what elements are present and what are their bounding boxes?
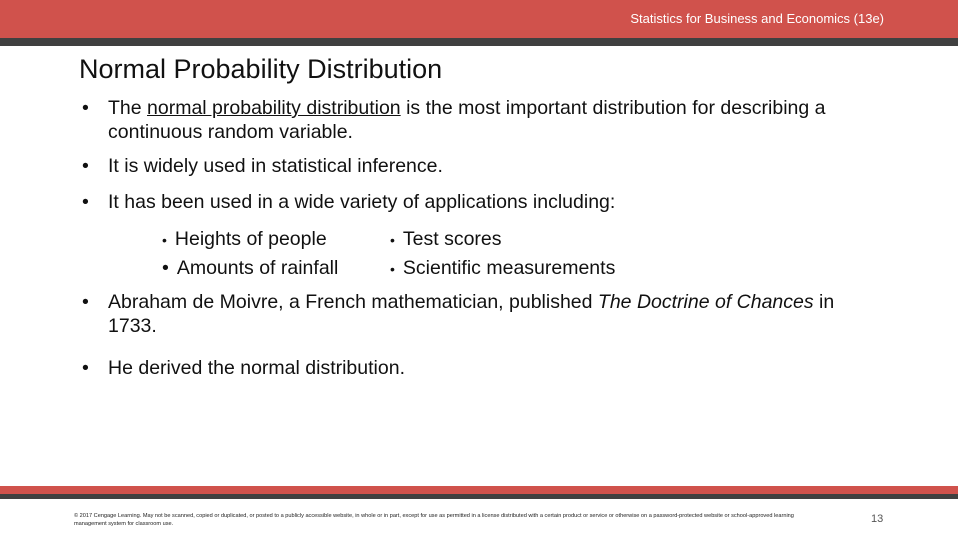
bullet-statistical-inference (82, 154, 842, 178)
bullet-text (108, 96, 842, 144)
bullet-icon: • (162, 232, 167, 248)
bullet-de-moivre (82, 290, 842, 338)
course-title: Statistics for Business and Economics (13e) (630, 11, 884, 26)
bullet-icon: • (82, 155, 89, 177)
bullet-text: He derived the normal distribution. (108, 357, 405, 379)
application-item (162, 227, 327, 252)
application-item (162, 256, 338, 280)
bullet-icon: • (82, 291, 89, 313)
bullet-text-underlined: normal probability distribution (147, 97, 401, 119)
bullet-text-pre: Abraham de Moivre, a French mathematician, published (108, 291, 598, 313)
bullet-text-pre: The (108, 97, 148, 119)
bullet-applications (82, 190, 842, 214)
header-divider (0, 38, 958, 46)
copyright-notice: © 2017 Cengage Learning. May not be scanned, copied or duplicated, or posted to a publicly accessible website, in whole or in part, except for use as permitted in a license distributed with a certain product or service or otherwise on a password-protected website or school-approved learning management system for classroom use. (74, 513, 794, 527)
application-label: Heights of people (174, 228, 327, 250)
footer-divider (0, 494, 958, 499)
bullet-text-post: in 1733. (108, 291, 835, 337)
bullet-derived (82, 356, 842, 380)
application-item (390, 256, 615, 281)
footer-bar (0, 486, 958, 494)
bullet-icon: • (390, 232, 395, 248)
bullet-icon: • (82, 191, 89, 213)
page-number: 13 (871, 513, 884, 525)
book-title: The Doctrine of Chances (597, 291, 814, 313)
header-bar (0, 0, 958, 38)
bullet-normal-distribution (82, 96, 842, 144)
bullet-icon: • (82, 357, 89, 379)
application-label: Test scores (402, 228, 502, 250)
bullet-text: It is widely used in statistical inference. (108, 155, 443, 177)
application-label: Scientific measurements (402, 257, 616, 279)
application-item (390, 227, 502, 252)
bullet-icon: • (390, 261, 395, 277)
bullet-text-post: is the most important distribution for describing a continuous random variable. (108, 97, 826, 143)
bullet-icon: • (82, 97, 89, 119)
slide-title: Normal Probability Distribution (79, 54, 443, 84)
bullet-text: It has been used in a wide variety of applications including: (108, 191, 616, 213)
bullet-icon: • (162, 257, 169, 279)
bullet-text (108, 290, 842, 338)
application-label: Amounts of rainfall (176, 257, 339, 279)
